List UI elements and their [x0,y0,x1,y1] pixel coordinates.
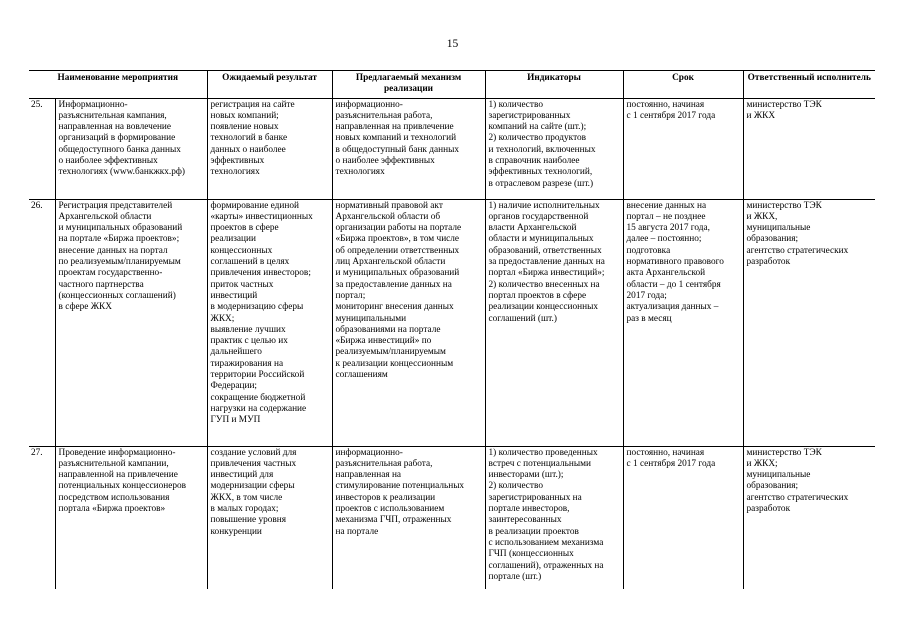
row-number: 27. [31,447,43,458]
row-number: 26. [29,199,55,446]
cell-term: внесение данных на портал – не позднее 15 августа 2017 года, далее – постоянно; подготовка нормативного правового акта Архангельской области – до 1 сентября 2017 года; актуализация данных – раз в месяц [623,199,743,446]
cell-activity-name: Информационно- разъяснительная кампания, направленная на вовлечение организаций в формирование общедоступного банка данных о наиболее эффективных технологиях (www.банкжкх.рф) [55,98,207,199]
header-result: Ожидаемый результат [207,71,332,99]
cell-activity-name: Регистрация представителей Архангельской области и муниципальных образований на портале «Биржа проектов»; внесение данных на портал по реализуемым/планируемым проектам государственно- частного партнерства (концессионных соглашений) в сфере ЖКХ [55,199,207,446]
cell-executor: министерство ТЭК и ЖКХ, муниципальные образования; агентство стратегических разработок [743,199,875,446]
activities-table [29,70,875,589]
cell-mechanism: информационно- разъяснительная работа, направленная на привлечение новых компаний и технологий в общедоступный банк данных о наиболее эффективных технологиях [332,98,485,199]
header-executor: Ответственный исполнитель [743,71,875,99]
table-row [29,199,875,446]
cell-term: постоянно, начиная с 1 сентября 2017 года [623,98,743,199]
header-term: Срок [623,71,743,99]
cell-indicators: 1) количество проведенных встреч с потенциальными инвесторами (шт.); 2) количество зарегистрированных на портале инвесторов, заинтересованных в реализации проектов с использованием механизма ГЧП (концессионных соглашений), отраженных на портале (шт.) [485,446,623,589]
cell-indicators: 1) наличие исполнительных органов государственной власти Архангельской области и муниципальных образований, ответственных за предоставление данных на портал «Биржа инвестиций»; 2) количество внесенных на портал проектов в сфере реализации концессионных соглашений (шт.) [485,199,623,446]
cell-term: постоянно, начиная с 1 сентября 2017 года [623,446,743,589]
header-name: Наименование мероприятия [29,71,207,99]
cell-executor: министерство ТЭК и ЖКХ; муниципальные образования; агентство стратегических разработок [743,446,875,589]
cell-mechanism: информационно- разъяснительная работа, направленная на стимулирование потенциальных инвесторов к реализации проектов с использованием механизма ГЧП, отраженных на портале [332,446,485,589]
cell-expected-result: создание условий для привлечения частных инвестиций для модернизации сферы ЖКХ, в том числе в малых городах; повышение уровня конкуренции [207,446,332,589]
cell-indicators: 1) количество зарегистрированных компаний на сайте (шт.); 2) количество продуктов и технологий, включенных в справочник наиболее эффективных технологий, в отраслевом разрезе (шт.) [485,98,623,199]
row-number: 25. [29,98,55,199]
table-header-row [29,71,875,99]
cell-expected-result: формирование единой «карты» инвестиционных проектов в сфере реализации концессионных соглашений в целях привлечения инвесторов; приток частных инвестиций в модернизацию сферы ЖКХ; выявление лучших практик с целью их дальнейшего тиражирования на территории Российской Федерации; сокращение бюджетной нагрузки на содержание ГУП и МУП [207,199,332,446]
cell-mechanism: нормативный правовой акт Архангельской области об организации работы на портале «Биржа проектов», в том числе об определении ответственных лиц Архангельской области и муниципальных образований за предоставление данных на портал; мониторинг внесения данных муниципальными образованиями на портале «Биржа инвестиций» по реализуемым/планируемым к реализации концессионным соглашениям [332,199,485,446]
cell-executor: министерство ТЭК и ЖКХ [743,98,875,199]
table-row [29,98,875,199]
table-row [29,446,875,589]
header-indicators: Индикаторы [485,71,623,99]
cell-activity-name: Проведение информационно- разъяснительной кампании, направленной на привлечение потенциальных концессионеров посредством использования портала «Биржа проектов» [55,446,207,589]
cell-expected-result: регистрация на сайте новых компаний; появление новых технологий в банке данных о наиболее эффективных технологиях [207,98,332,199]
page-number: 15 [446,38,459,50]
header-mechanism: Предлагаемый механизм реализации [332,71,485,99]
